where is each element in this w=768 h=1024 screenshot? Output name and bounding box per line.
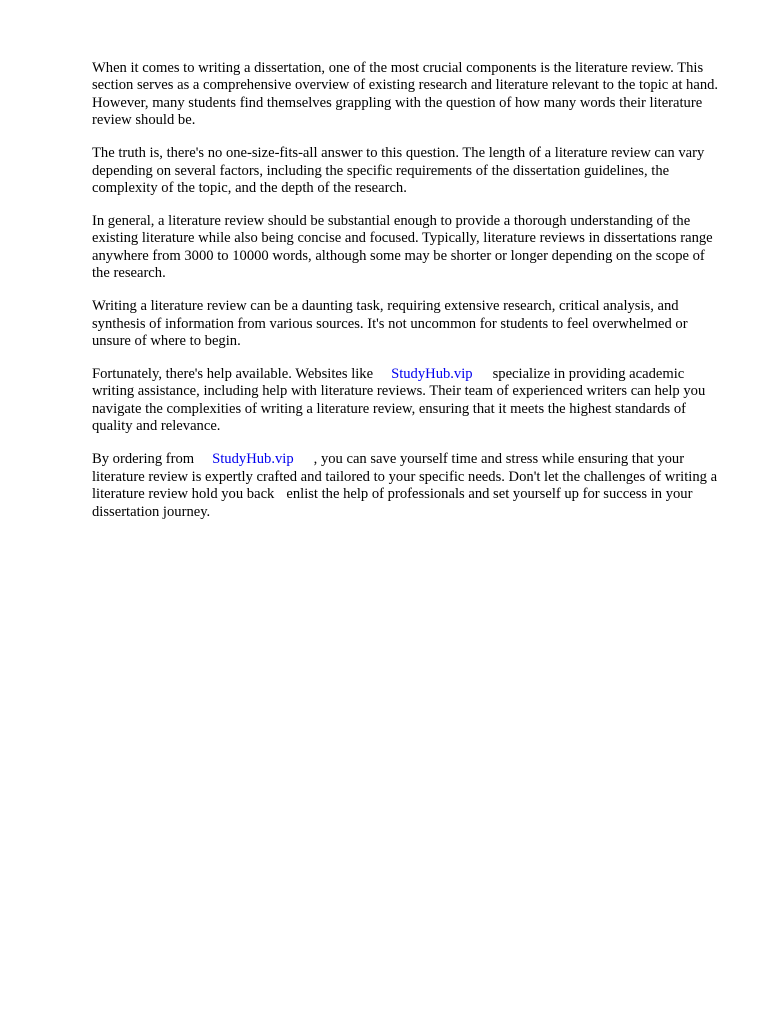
document-body xyxy=(92,60,722,537)
paragraph-word-range: In general, a literature review should be substantial enough to provide a thorough understanding of the existing literature while also being concise and focused. Typically, literature reviews in dissertations range anywhere from 3000 to 10000 words, although some may be shorter or longer depending on the scope of the research. xyxy=(92,213,713,282)
help-text-before: Fortunately, there's help available. Websites like xyxy=(92,366,374,383)
studyhub-link-2[interactable]: StudyHub.vip xyxy=(212,451,294,468)
help-text-after: specialize in providing academic writing assistance, including help with literature reviews. Their team of experienced writers can help you navigate the complexities of writing a literature review, ensuring that it meets the highest standards of quality and relevance. xyxy=(92,366,706,435)
paragraph-length-factors: The truth is, there's no one-size-fits-all answer to this question. The length of a literature review can vary depending on several factors, including the specific requirements of the dissertation guidelines, the complexity of the topic, and the depth of the research. xyxy=(92,145,705,197)
studyhub-link[interactable]: StudyHub.vip xyxy=(391,366,473,383)
paragraph-ordering xyxy=(92,451,722,521)
ordering-text-middle: , you can save yourself time and stress while ensuring that your literature review is expertly crafted and tailored to your specific needs. Don't let the challenges of writing a literature review hold you back xyxy=(92,451,718,503)
paragraph-daunting-task: Writing a literature review can be a daunting task, requiring extensive research, critical analysis, and synthesis of information from various sources. It's not uncommon for students to feel overwhelmed or unsure of where to begin. xyxy=(92,298,688,350)
paragraph-intro: When it comes to writing a dissertation, one of the most crucial components is the literature review. This section serves as a comprehensive overview of existing research and literature relevant to the topic at hand. However, many students find themselves grappling with the question of how many words their literature review should be. xyxy=(92,60,719,129)
ordering-text-before: By ordering from xyxy=(92,451,195,468)
ordering-text-after: enlist the help of professionals and set yourself up for success in your dissertation journey. xyxy=(92,486,693,520)
paragraph-help-available xyxy=(92,366,722,436)
